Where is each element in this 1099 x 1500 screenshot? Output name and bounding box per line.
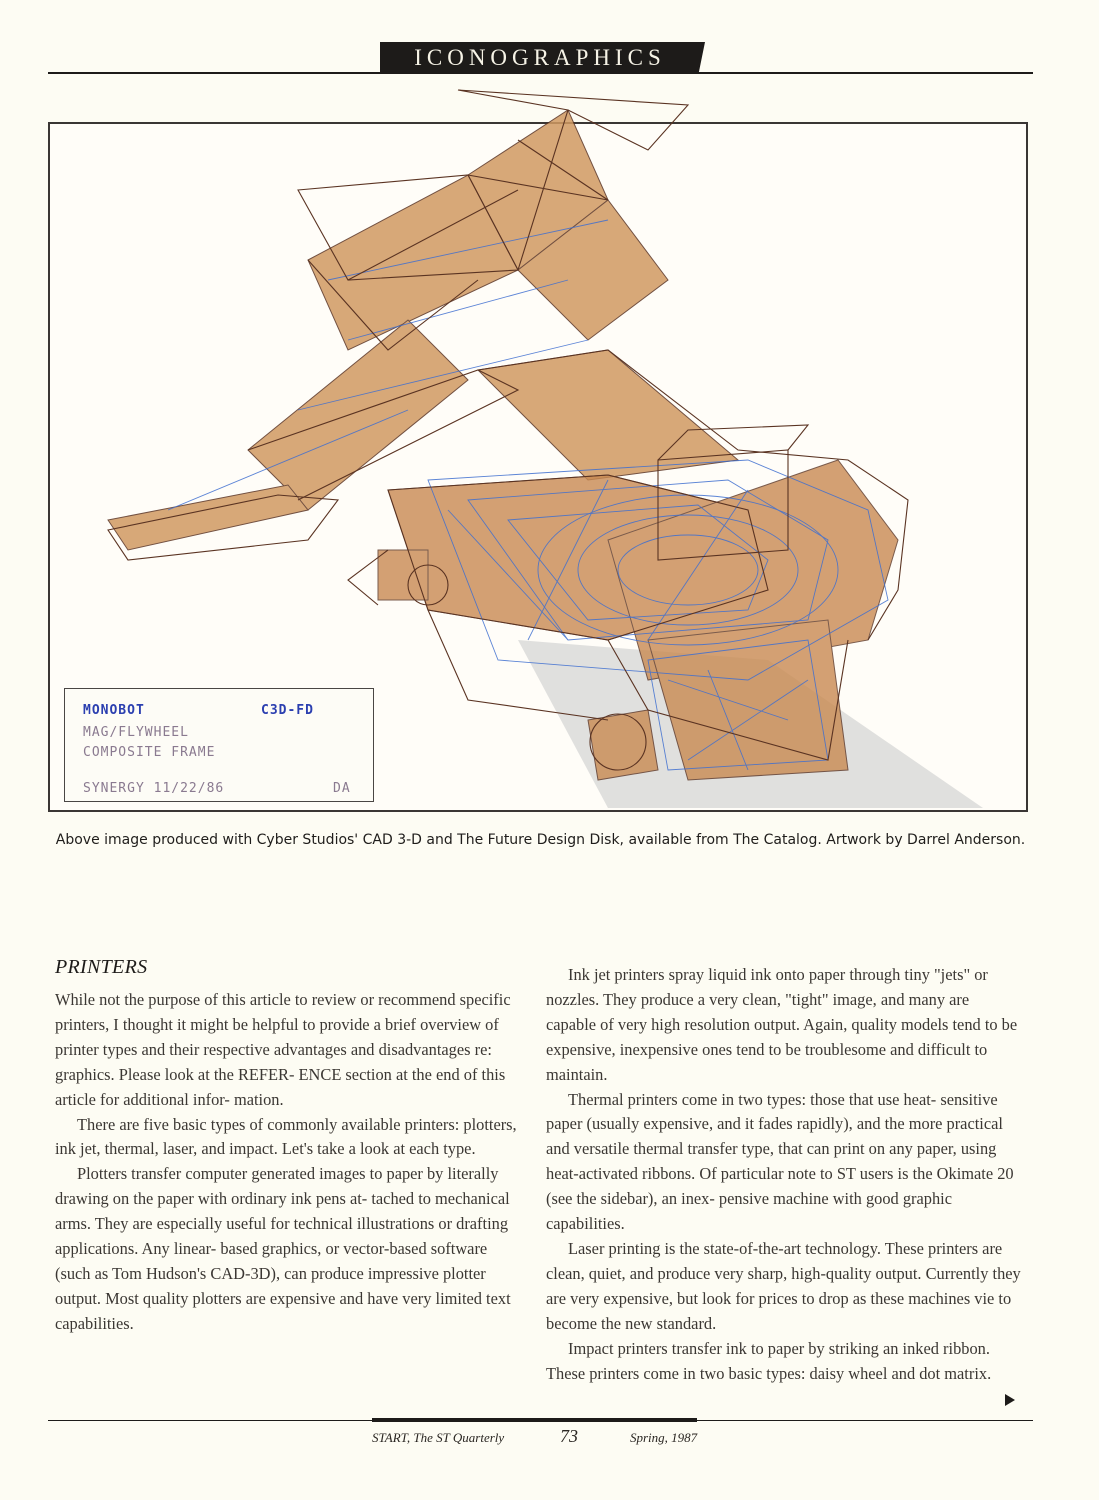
section-title: ICONOGRAPHICS: [414, 45, 666, 70]
paragraph: Ink jet printers spray liquid ink onto paper through tiny "jets" or nozzles. They produce a very clean, "tight" image, and many are capable of very high resolution output. Again, quality models tend to be expensive, inexpensive ones tend to be troublesome and difficult to maintain.: [546, 965, 1018, 1084]
figure-title-block: [64, 688, 374, 802]
continued-arrow-icon: [1005, 1394, 1015, 1406]
base-tan-fills: [378, 460, 898, 780]
model-credit-date: SYNERGY 11/22/86: [83, 781, 225, 796]
model-subtitle-2: COMPOSITE FRAME: [83, 745, 216, 760]
paragraph: Thermal printers come in two types: those that use heat- sensitive paper (usually expensive, and it fades rapidly), and the more practical and versatile thermal transfer type, that can print on any paper, using heat-activated ribbons. Of particular note to ST users is the Okimate 20 (see the sidebar), an inex- pensive machine with good graphic capabilities.: [546, 1089, 1014, 1234]
footer-rule: [48, 1420, 1033, 1421]
page-number: 73: [560, 1426, 578, 1446]
paragraph: Plotters transfer computer generated images to paper by literally drawing on the paper with ordinary ink pens at- tached to mechanical arms. They are especially useful for technical illustrations or drafting applications. Any linear- based graphics, or vector-based software (such as Tom Hudson's CAD-3D), can produce impressive plotter output. Most quality plotters are expensive and have very limited text capabilities.: [55, 1164, 511, 1333]
model-subtitle-1: MAG/FLYWHEEL: [83, 725, 189, 740]
paragraph: There are five basic types of commonly available printers: plotters, ink jet, thermal, laser, and impact. Let's take a look at each type.: [55, 1114, 517, 1159]
article-column-right: [546, 963, 1021, 1386]
paragraph: Impact printers transfer ink to paper by striking an inked ribbon. These printers come in two basic types: daisy wheel and dot matrix.: [546, 1338, 992, 1383]
figure-caption: Above image produced with Cyber Studios' CAD 3-D and The Future Design Disk, available from The Catalog. Artwork by Darrel Anderson.: [55, 832, 1026, 848]
footer-publication: START, The ST Quarterly: [372, 1430, 505, 1445]
artist-initials: DA: [333, 781, 351, 796]
footer-issue: Spring, 1987: [630, 1430, 698, 1445]
model-name: MONOBOT: [83, 703, 145, 718]
paragraph: Laser printing is the state-of-the-art technology. These printers are clean, quiet, and produce very sharp, high-quality output. Currently they are very expensive, but look for prices to drop as these machines vie to become the new standard.: [546, 1238, 1021, 1333]
section-heading: PRINTERS: [55, 956, 148, 978]
paragraph: While not the purpose of this article to review or recommend specific printers, I thought it might be helpful to provide a brief overview of printer types and their respective advantages and disadvantages re: graphics. Please look at the REFER- ENCE section at the end of this article for additional infor- mation.: [55, 990, 511, 1109]
article-column-left: [55, 988, 525, 1337]
model-code: C3D-FD: [261, 703, 314, 718]
header-rule: [48, 72, 1033, 74]
